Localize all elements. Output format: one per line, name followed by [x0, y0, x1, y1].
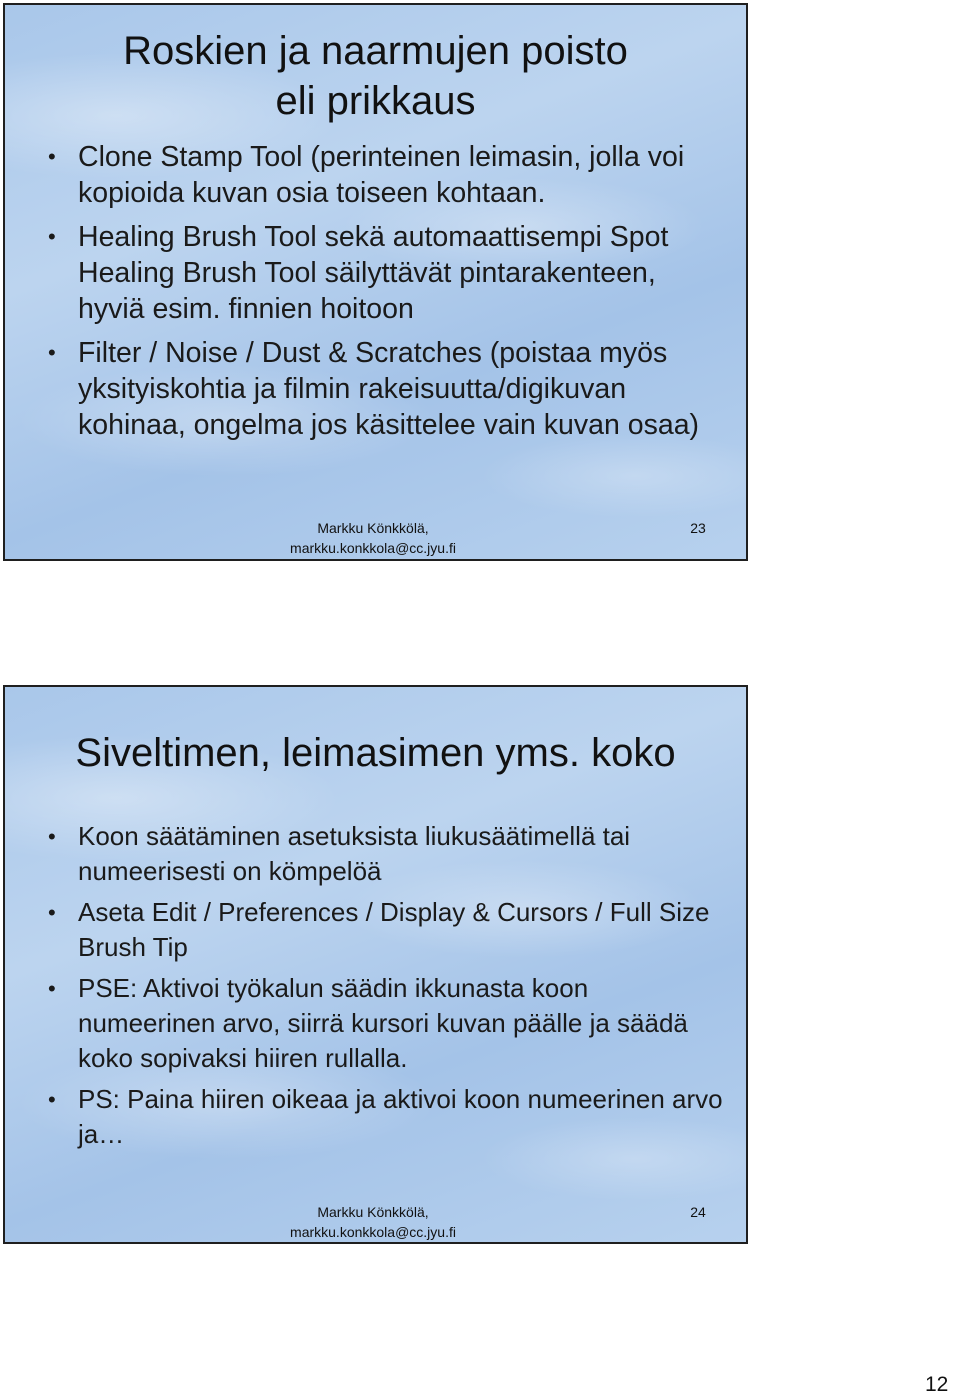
list-item: [5, 971, 746, 1076]
bullet-list: [5, 139, 746, 451]
bullet-icon: •: [48, 824, 56, 849]
slide-23: [3, 3, 748, 561]
bullet-text: Healing Brush Tool sekä automaattisempi Spot Healing Brush Tool säilyttävät pintarakenteen, hyviä esim. finnien hoitoon: [78, 221, 669, 325]
bullet-text: Clone Stamp Tool (perinteinen leimasin, jolla voi kopioida kuvan osia toiseen kohtaan.: [78, 141, 685, 209]
footer-author: [258, 1202, 488, 1242]
slide-number: 24: [690, 1204, 706, 1220]
bullet-text: Aseta Edit / Preferences / Display & Cursors / Full Size Brush Tip: [78, 897, 710, 962]
footer-author: [258, 518, 488, 558]
slide-title-line-2: eli prikkaus: [275, 79, 476, 123]
bullet-list: [5, 819, 746, 1158]
list-item: [5, 139, 746, 211]
footer-author-name: Markku Könkkölä,: [317, 520, 429, 536]
list-item: [5, 335, 746, 443]
list-item: [5, 819, 746, 889]
bullet-text: PS: Paina hiiren oikeaa ja aktivoi koon numeerinen arvo ja…: [78, 1084, 723, 1149]
page-number: 12: [925, 1373, 949, 1396]
slide-title: Siveltimen, leimasimen yms. koko: [75, 731, 676, 775]
list-item: [5, 219, 746, 327]
bullet-icon: •: [48, 976, 56, 1001]
bullet-text: Filter / Noise / Dust & Scratches (poistaa myös yksityiskohtia ja filmin rakeisuutta/digikuvan kohinaa, ongelma jos käsittelee vain kuvan osaa): [78, 337, 700, 441]
slide-title: [5, 26, 746, 126]
list-item: [5, 1082, 746, 1152]
bullet-icon: •: [48, 144, 56, 169]
footer-email: markku.konkkola@cc.jyu.fi: [290, 1224, 456, 1240]
bullet-text: Koon säätäminen asetuksista liukusäätimellä tai numeerisesti on kömpelöä: [78, 821, 631, 886]
slide-24: [3, 685, 748, 1244]
bullet-icon: •: [48, 1087, 56, 1112]
bullet-text: PSE: Aktivoi työkalun säädin ikkunasta koon numeerinen arvo, siirrä kursori kuvan päälle ja säädä koko sopivaksi hiiren rullalla.: [78, 973, 688, 1073]
footer-author-name: Markku Könkkölä,: [317, 1204, 429, 1220]
bullet-icon: •: [48, 340, 56, 365]
slide-title-line-1: Roskien ja naarmujen poisto: [123, 29, 628, 73]
slide-number: 23: [690, 520, 706, 536]
bullet-icon: •: [48, 900, 56, 925]
bullet-icon: •: [48, 224, 56, 249]
list-item: [5, 895, 746, 965]
footer-email: markku.konkkola@cc.jyu.fi: [290, 540, 456, 556]
